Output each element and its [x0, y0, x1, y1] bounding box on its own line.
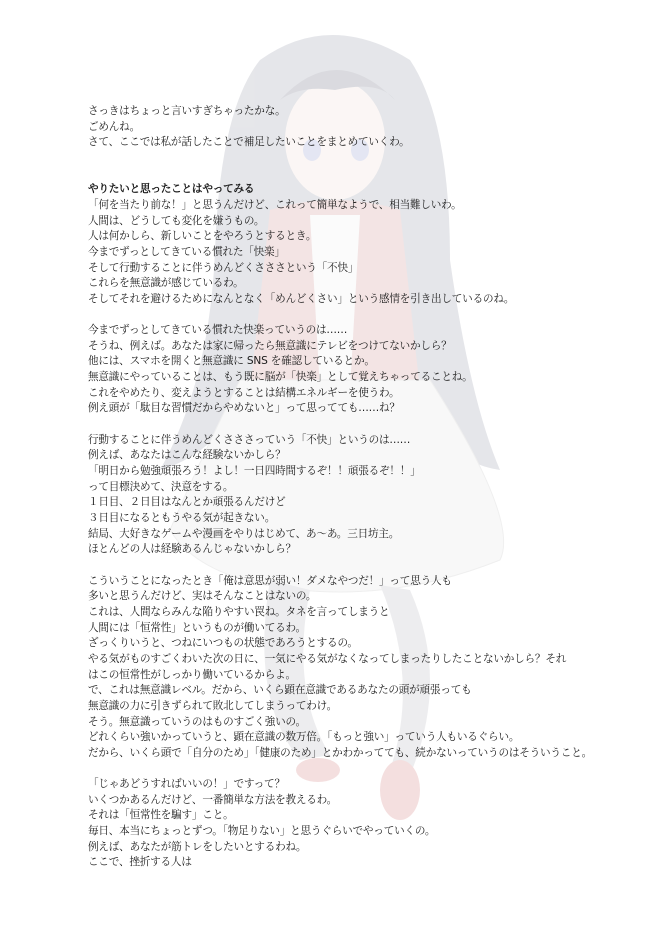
- text-line: 毎日、本当にちょっとずつ。「物足りない」と思うぐらいでやっていくの。: [88, 825, 436, 838]
- text-line: そうね、例えば。あなたは家に帰ったら無意識にテレビをつけてないかしら？: [88, 339, 452, 352]
- text-line: 行動することに伴うめんどくさささっていう「不快」というのは……: [88, 433, 411, 446]
- text-line: って目標決めて、決意をする。: [88, 480, 234, 493]
- paragraph: [88, 574, 592, 762]
- text-line: いくつかあるんだけど、一番簡単な方法を教えるわ。: [88, 793, 338, 806]
- section-heading: やりたいと思ったことはやってみる: [88, 183, 255, 196]
- text-line: で、これは無意識レベル。だから、いくら顕在意識であるあなたの頭が頑張っても: [88, 684, 472, 697]
- text-line: ごめんね。: [88, 120, 140, 133]
- text-line: 他には、スマホを開くと無意識に SNS を確認しているとか。: [88, 355, 375, 368]
- text-line: 人間は、どうしても変化を嫌うもの。: [88, 214, 265, 227]
- text-line: だから、いくら頭で「自分のため」「健康のため」とかわかってても、続かないっていうのはそういうこと。: [88, 746, 592, 759]
- intro-paragraph: [88, 104, 578, 151]
- text-line: 例えば、あなたはこんな経験ないかしら？: [88, 449, 286, 462]
- text-line: これらを無意識が感じているわ。: [88, 277, 244, 290]
- paragraph: [88, 323, 578, 417]
- paragraph: [88, 198, 578, 308]
- text-line: 今までずっとしてきている慣れた「快楽」: [88, 245, 285, 258]
- text-line: ３日目になるともうやる気が起きない。: [88, 512, 276, 524]
- text-line: これをやめたり、変えようとすることは結構エネルギーを使うわ。: [88, 386, 400, 399]
- text-line: こういうことになったとき「俺は意思が弱い！ダメなやつだ！」って思う人も: [88, 574, 452, 587]
- text-line: どれくらい強いかっていうと、顕在意識の数万倍。「もっと強い」っていう人もいるぐらい。: [88, 731, 520, 744]
- text-line: 例え頭が「駄目な習慣だからやめないと」って思ってても……ね？: [88, 402, 400, 415]
- text-line: やる気がものすごくわいた次の日に、一気にやる気がなくなってしまったりしたことないかしら？それ: [88, 652, 567, 665]
- text-line: 無意識の力に引きずられて敗北してしまうってわけ。: [88, 699, 338, 712]
- paragraph: [88, 433, 578, 558]
- text-line: 多いと思うんだけど、実はそんなことはないの。: [88, 590, 317, 603]
- paragraph: [88, 777, 578, 871]
- text-line: 「じゃあどうすればいいの！」ですって？: [88, 778, 285, 791]
- text-line: １日目、２日目はなんとか頑張るんだけど: [88, 496, 286, 509]
- text-line: さて、ここでは私が話したことで補足したいことをまとめていくわ。: [88, 136, 410, 149]
- text-line: そう。無意識っていうのはものすごく強いの。: [88, 715, 306, 728]
- text-line: さっきはちょっと言いすぎちゃったかな。: [88, 105, 286, 117]
- text-line: 無意識にやっていることは、もう既に脳が「快楽」として覚えちゃってることね。: [88, 371, 473, 384]
- text-line: 結局、大好きなゲームや漫画をやりはじめて、あ～あ。三日坊主。: [88, 527, 400, 540]
- text-line: 人は何かしら、新しいことをやろうとするとき。: [88, 230, 317, 243]
- text-line: ここで、挫折する人は: [88, 856, 192, 869]
- text-line: そしてそれを避けるためになんとなく「めんどくさい」という感情を引き出しているのね。: [88, 292, 515, 305]
- text-line: 「明日から勉強頑張ろう！よし！一日四時間するぞ！！頑張るぞ！！」: [88, 465, 421, 478]
- section-paragraphs: [88, 198, 592, 871]
- text-line: 「何を当たり前な！」と思うんだけど、これって簡単なようで、相当難しいわ。: [88, 198, 462, 211]
- text-line: はこの恒常性がしっかり働いているからよ。: [88, 668, 296, 681]
- document-body: [88, 104, 592, 871]
- text-line: これは、人間ならみんな陥りやすい罠ね。タネを言ってしまうと: [88, 605, 390, 618]
- text-line: ざっくりいうと、つねにいつもの状態であろうとするの。: [88, 637, 358, 650]
- text-line: それは「恒常性を騙す」こと。: [88, 809, 234, 822]
- text-line: 今までずっとしてきている慣れた快楽っていうのは……: [88, 324, 348, 337]
- text-line: 人間には「恒常性」というものが働いてるわ。: [88, 621, 306, 634]
- text-line: ほとんどの人は経験あるんじゃないかしら？: [88, 543, 296, 556]
- text-line: 例えば、あなたが筋トレをしたいとするわね。: [88, 840, 307, 853]
- text-line: そして行動することに伴うめんどくさささという「不快」: [88, 261, 359, 274]
